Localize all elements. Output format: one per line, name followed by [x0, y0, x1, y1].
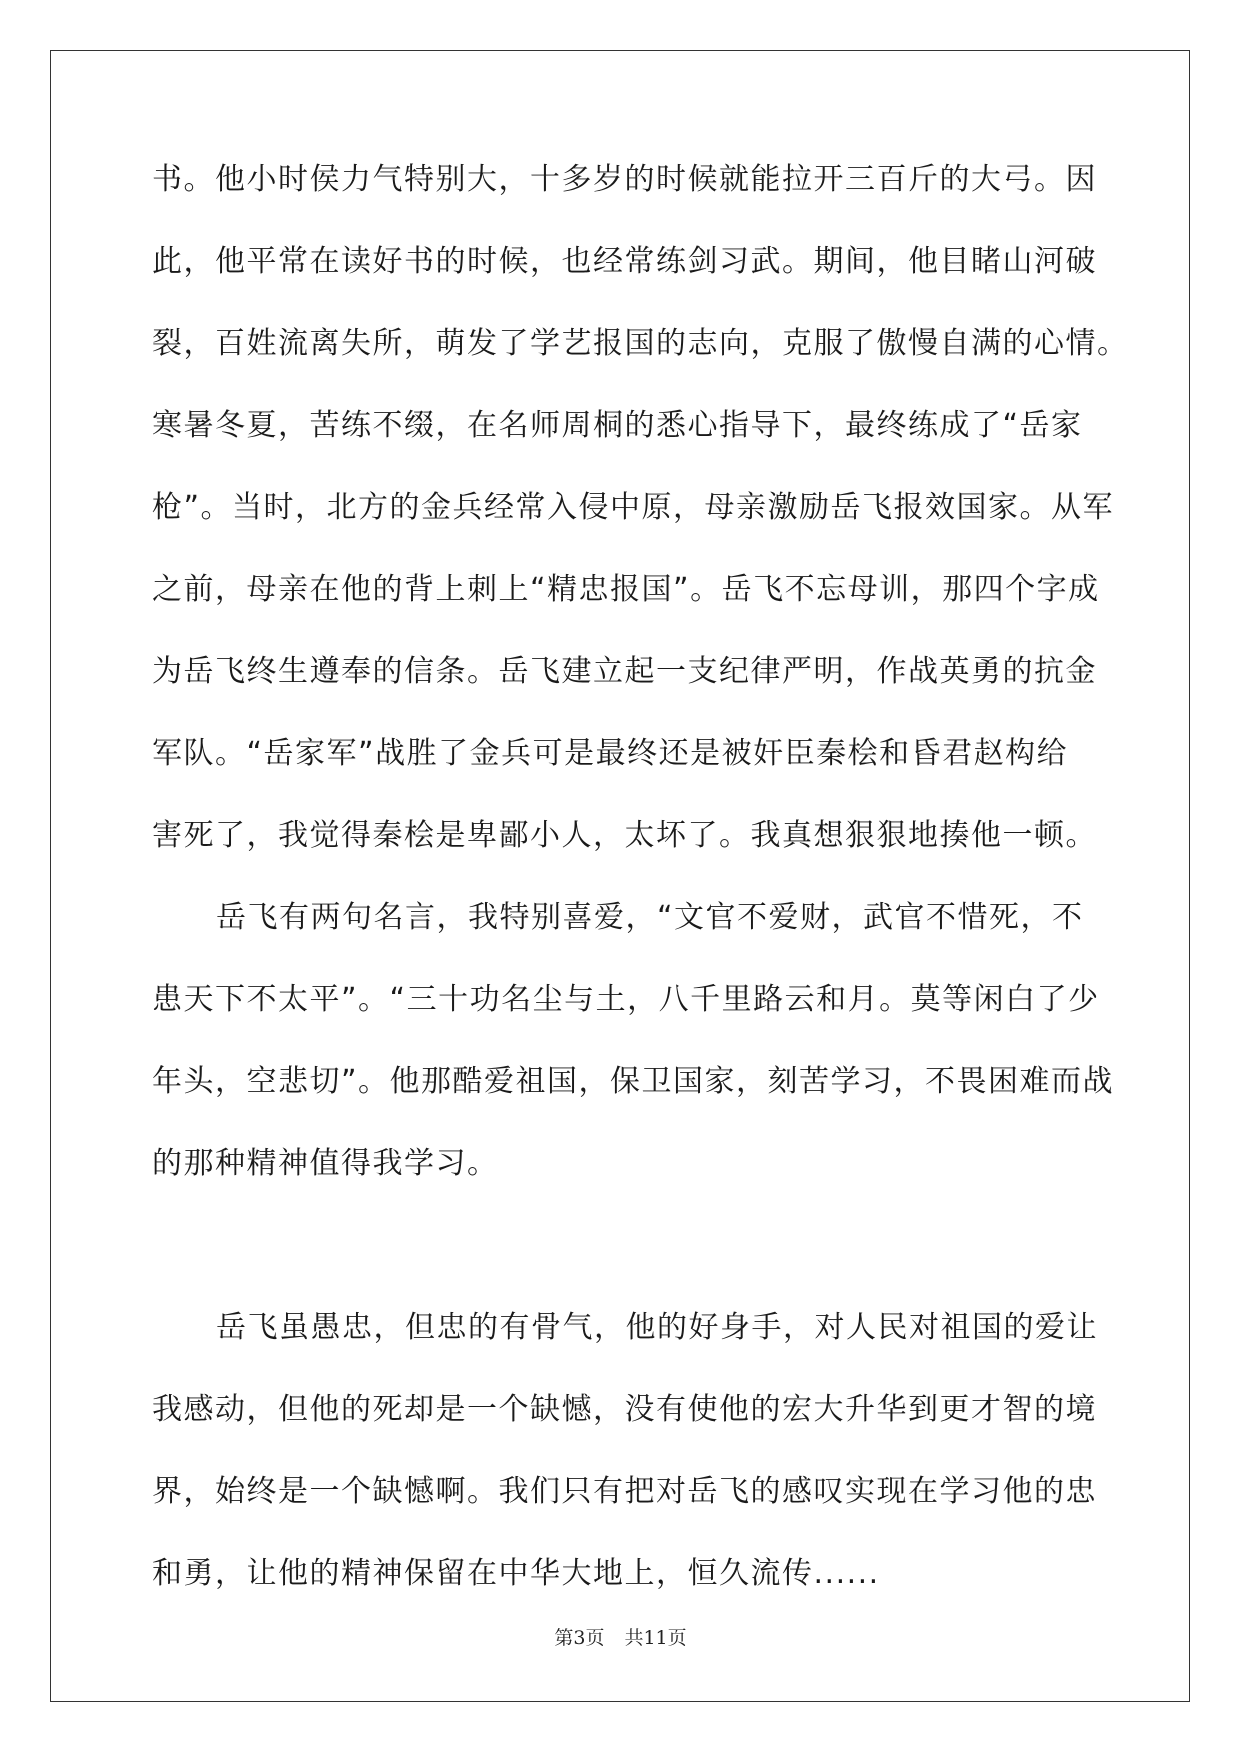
- text-line: 寒暑冬夏，苦练不缀，在名师周桐的悉心指导下，最终练成了“岳家: [152, 408, 1083, 443]
- page-number: 第3页: [554, 1627, 605, 1649]
- text-line: 此，他平常在读好书的时候，也经常练剑习武。期间，他目睹山河破: [152, 244, 1097, 279]
- text-line: 枪”。当时，北方的金兵经常入侵中原，母亲激励岳飞报效国家。从军: [152, 490, 1115, 525]
- total-pages: 共11页: [624, 1627, 687, 1649]
- text-line: 我感动，但他的死却是一个缺憾，没有使他的宏大升华到更才智的境: [152, 1392, 1097, 1427]
- paragraph-start-line: 岳飞有两句名言，我特别喜爱，“文官不爱财，武官不惜死，不: [216, 900, 1084, 935]
- text-line: 年头，空悲切”。他那酷爱祖国，保卫国家，刻苦学习，不畏困难而战: [152, 1064, 1115, 1099]
- text-line: 界，始终是一个缺憾啊。我们只有把对岳飞的感叹实现在学习他的忠: [152, 1474, 1097, 1509]
- text-line: 患天下不太平”。“三十功名尘与土，八千里路云和月。莫等闲白了少: [152, 982, 1100, 1017]
- text-line: 军队。“岳家军”战胜了金兵可是最终还是被奸臣秦桧和昏君赵构给: [152, 736, 1069, 771]
- text-line: 之前，母亲在他的背上刺上“精忠报国”。岳飞不忘母训，那四个字成: [152, 572, 1100, 607]
- text-line: 和勇，让他的精神保留在中华大地上，恒久流传......: [152, 1556, 880, 1591]
- document-body: [152, 160, 1129, 1636]
- text-line: 害死了，我觉得秦桧是卑鄙小人，太坏了。我真想狠狠地揍他一顿。: [152, 818, 1097, 853]
- text-line: 裂，百姓流离失所，萌发了学艺报国的志向，克服了傲慢自满的心情。: [152, 326, 1129, 361]
- paragraph-start-line: 岳飞虽愚忠，但忠的有骨气，他的好身手，对人民对祖国的爱让: [216, 1310, 1098, 1345]
- text-line: 书。他小时侯力气特别大，十多岁的时候就能拉开三百斤的大弓。因: [152, 162, 1097, 197]
- text-line: 为岳飞终生遵奉的信条。岳飞建立起一支纪律严明，作战英勇的抗金: [152, 654, 1097, 689]
- text-line: 的那种精神值得我学习。: [152, 1146, 499, 1181]
- page-footer: [0, 1623, 1241, 1650]
